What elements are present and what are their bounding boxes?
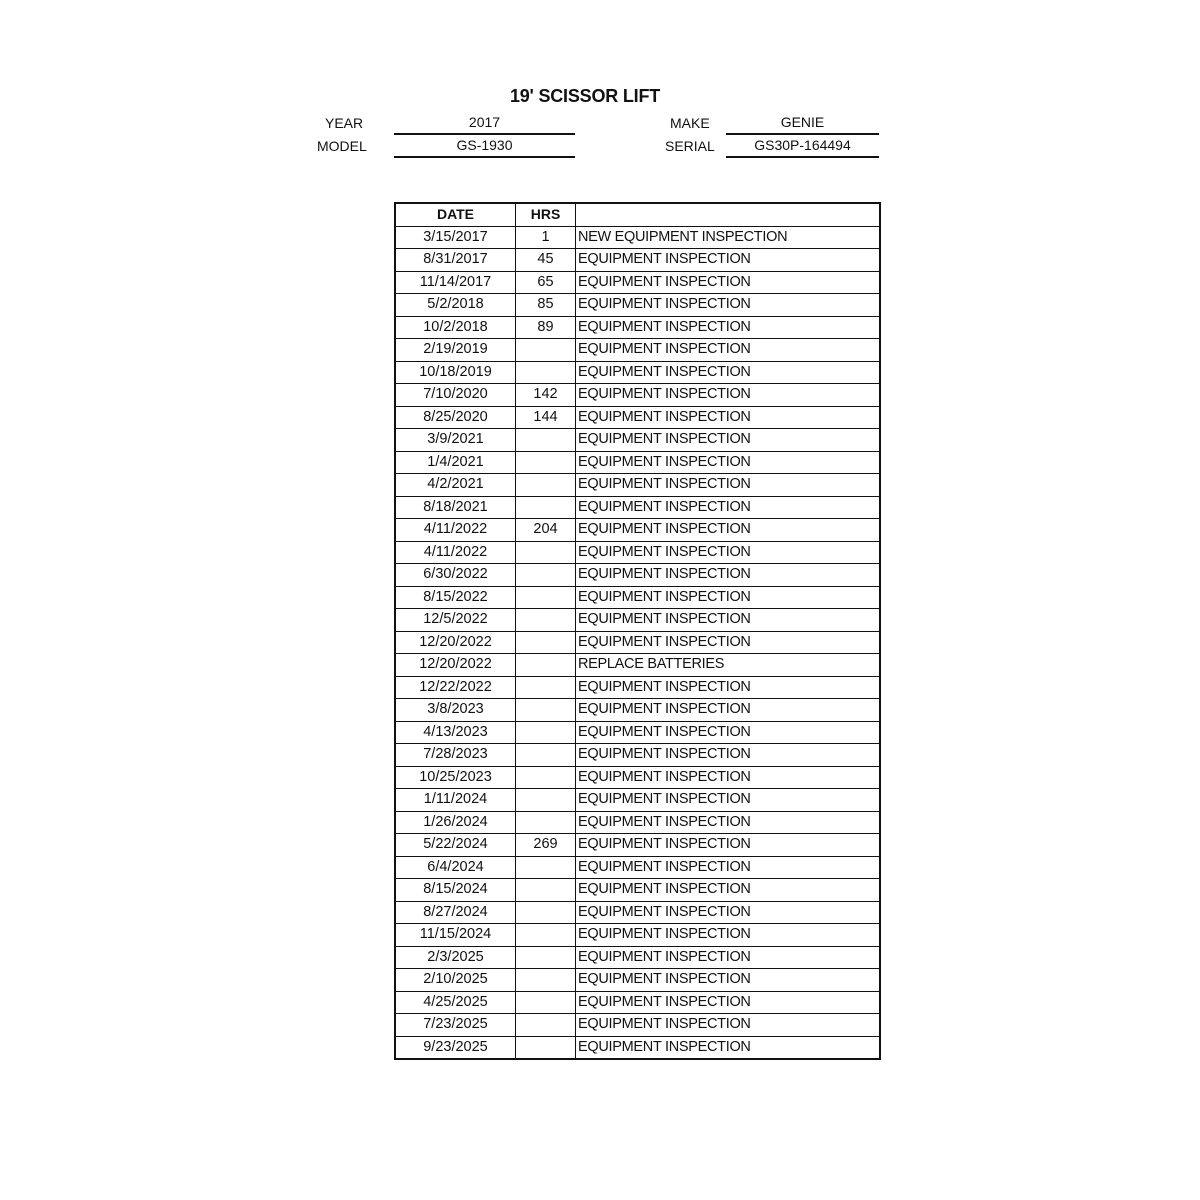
description-cell: EQUIPMENT INSPECTION	[576, 586, 881, 609]
date-cell: 6/4/2024	[395, 856, 516, 879]
date-cell: 4/11/2022	[395, 519, 516, 542]
hrs-cell	[516, 991, 576, 1014]
model-value: GS-1930	[394, 136, 575, 158]
description-cell: EQUIPMENT INSPECTION	[576, 721, 881, 744]
date-cell: 12/20/2022	[395, 631, 516, 654]
date-cell: 8/18/2021	[395, 496, 516, 519]
year-label: YEAR	[325, 115, 364, 131]
hrs-cell	[516, 631, 576, 654]
date-cell: 5/2/2018	[395, 294, 516, 317]
table-row	[395, 519, 880, 542]
hrs-cell	[516, 474, 576, 497]
table-row	[395, 406, 880, 429]
table-row	[395, 766, 880, 789]
date-cell: 8/25/2020	[395, 406, 516, 429]
table-row	[395, 879, 880, 902]
hrs-cell	[516, 1014, 576, 1037]
description-cell: EQUIPMENT INSPECTION	[576, 541, 881, 564]
hrs-cell: 144	[516, 406, 576, 429]
table-row	[395, 339, 880, 362]
hrs-cell: 269	[516, 834, 576, 857]
hrs-cell	[516, 969, 576, 992]
description-cell: EQUIPMENT INSPECTION	[576, 991, 881, 1014]
year-value: 2017	[394, 113, 575, 135]
date-cell: 1/11/2024	[395, 789, 516, 812]
date-cell: 4/13/2023	[395, 721, 516, 744]
header-hrs: HRS	[516, 203, 576, 226]
description-cell: EQUIPMENT INSPECTION	[576, 451, 881, 474]
date-cell: 10/25/2023	[395, 766, 516, 789]
date-cell: 5/22/2024	[395, 834, 516, 857]
table-row	[395, 834, 880, 857]
description-cell: EQUIPMENT INSPECTION	[576, 519, 881, 542]
hrs-cell: 89	[516, 316, 576, 339]
hrs-cell	[516, 654, 576, 677]
date-cell: 4/2/2021	[395, 474, 516, 497]
table-row	[395, 924, 880, 947]
hrs-cell: 1	[516, 226, 576, 249]
table-row	[395, 541, 880, 564]
description-cell: EQUIPMENT INSPECTION	[576, 856, 881, 879]
table-row	[395, 496, 880, 519]
table-row	[395, 901, 880, 924]
date-cell: 12/5/2022	[395, 609, 516, 632]
hrs-cell	[516, 924, 576, 947]
description-cell: EQUIPMENT INSPECTION	[576, 339, 881, 362]
date-cell: 11/15/2024	[395, 924, 516, 947]
date-cell: 11/14/2017	[395, 271, 516, 294]
description-cell: EQUIPMENT INSPECTION	[576, 474, 881, 497]
hrs-cell	[516, 496, 576, 519]
hrs-cell	[516, 541, 576, 564]
table-row	[395, 564, 880, 587]
page-title: 19' SCISSOR LIFT	[509, 86, 661, 106]
hrs-cell	[516, 609, 576, 632]
header-description	[576, 203, 881, 226]
date-cell: 1/4/2021	[395, 451, 516, 474]
hrs-cell	[516, 339, 576, 362]
description-cell: EQUIPMENT INSPECTION	[576, 834, 881, 857]
table-row	[395, 946, 880, 969]
hrs-cell: 65	[516, 271, 576, 294]
date-cell: 3/8/2023	[395, 699, 516, 722]
serial-value: GS30P-164494	[726, 136, 879, 158]
hrs-cell	[516, 429, 576, 452]
table-header-row	[395, 203, 880, 226]
hrs-cell	[516, 361, 576, 384]
hrs-cell	[516, 879, 576, 902]
description-cell: EQUIPMENT INSPECTION	[576, 316, 881, 339]
table-row	[395, 991, 880, 1014]
date-cell: 8/15/2022	[395, 586, 516, 609]
hrs-cell: 45	[516, 249, 576, 272]
table-body	[395, 226, 880, 1059]
description-cell: EQUIPMENT INSPECTION	[576, 879, 881, 902]
description-cell: EQUIPMENT INSPECTION	[576, 249, 881, 272]
date-cell: 7/10/2020	[395, 384, 516, 407]
description-cell: EQUIPMENT INSPECTION	[576, 789, 881, 812]
make-label: MAKE	[670, 115, 710, 131]
table-row	[395, 811, 880, 834]
table-row	[395, 856, 880, 879]
date-cell: 3/15/2017	[395, 226, 516, 249]
table-row	[395, 316, 880, 339]
table-row	[395, 361, 880, 384]
table-row	[395, 789, 880, 812]
table-row	[395, 721, 880, 744]
description-cell: EQUIPMENT INSPECTION	[576, 1014, 881, 1037]
table-row	[395, 249, 880, 272]
date-cell: 4/25/2025	[395, 991, 516, 1014]
hrs-cell: 204	[516, 519, 576, 542]
table-row	[395, 676, 880, 699]
maintenance-log-table	[394, 202, 881, 1060]
description-cell: EQUIPMENT INSPECTION	[576, 766, 881, 789]
table-row	[395, 654, 880, 677]
hrs-cell	[516, 766, 576, 789]
date-cell: 12/22/2022	[395, 676, 516, 699]
date-cell: 8/27/2024	[395, 901, 516, 924]
description-cell: EQUIPMENT INSPECTION	[576, 1036, 881, 1059]
hrs-cell	[516, 789, 576, 812]
make-value: GENIE	[726, 113, 879, 135]
description-cell: EQUIPMENT INSPECTION	[576, 811, 881, 834]
description-cell: REPLACE BATTERIES	[576, 654, 881, 677]
date-cell: 8/15/2024	[395, 879, 516, 902]
description-cell: EQUIPMENT INSPECTION	[576, 294, 881, 317]
date-cell: 1/26/2024	[395, 811, 516, 834]
date-cell: 10/18/2019	[395, 361, 516, 384]
hrs-cell	[516, 676, 576, 699]
description-cell: EQUIPMENT INSPECTION	[576, 631, 881, 654]
description-cell: EQUIPMENT INSPECTION	[576, 946, 881, 969]
description-cell: EQUIPMENT INSPECTION	[576, 564, 881, 587]
hrs-cell	[516, 811, 576, 834]
date-cell: 6/30/2022	[395, 564, 516, 587]
date-cell: 7/28/2023	[395, 744, 516, 767]
description-cell: EQUIPMENT INSPECTION	[576, 361, 881, 384]
description-cell: EQUIPMENT INSPECTION	[576, 384, 881, 407]
table-row	[395, 586, 880, 609]
table-row	[395, 474, 880, 497]
serial-label: SERIAL	[665, 138, 715, 154]
table-row	[395, 609, 880, 632]
description-cell: EQUIPMENT INSPECTION	[576, 271, 881, 294]
header-date: DATE	[395, 203, 516, 226]
date-cell: 4/11/2022	[395, 541, 516, 564]
date-cell: 7/23/2025	[395, 1014, 516, 1037]
description-cell: EQUIPMENT INSPECTION	[576, 676, 881, 699]
hrs-cell	[516, 586, 576, 609]
date-cell: 3/9/2021	[395, 429, 516, 452]
description-cell: EQUIPMENT INSPECTION	[576, 699, 881, 722]
table-row	[395, 451, 880, 474]
table-row	[395, 226, 880, 249]
description-cell: EQUIPMENT INSPECTION	[576, 429, 881, 452]
table-row	[395, 744, 880, 767]
hrs-cell	[516, 699, 576, 722]
hrs-cell	[516, 946, 576, 969]
description-cell: EQUIPMENT INSPECTION	[576, 496, 881, 519]
hrs-cell	[516, 1036, 576, 1059]
hrs-cell: 142	[516, 384, 576, 407]
description-cell: EQUIPMENT INSPECTION	[576, 969, 881, 992]
table-row	[395, 1036, 880, 1059]
hrs-cell	[516, 564, 576, 587]
table-row	[395, 631, 880, 654]
table-row	[395, 1014, 880, 1037]
table-row	[395, 271, 880, 294]
description-cell: EQUIPMENT INSPECTION	[576, 924, 881, 947]
date-cell: 2/10/2025	[395, 969, 516, 992]
description-cell: NEW EQUIPMENT INSPECTION	[576, 226, 881, 249]
description-cell: EQUIPMENT INSPECTION	[576, 609, 881, 632]
table-row	[395, 429, 880, 452]
date-cell: 2/3/2025	[395, 946, 516, 969]
table-row	[395, 699, 880, 722]
date-cell: 12/20/2022	[395, 654, 516, 677]
description-cell: EQUIPMENT INSPECTION	[576, 744, 881, 767]
date-cell: 8/31/2017	[395, 249, 516, 272]
hrs-cell: 85	[516, 294, 576, 317]
hrs-cell	[516, 451, 576, 474]
description-cell: EQUIPMENT INSPECTION	[576, 406, 881, 429]
date-cell: 9/23/2025	[395, 1036, 516, 1059]
hrs-cell	[516, 901, 576, 924]
date-cell: 2/19/2019	[395, 339, 516, 362]
model-label: MODEL	[317, 138, 367, 154]
date-cell: 10/2/2018	[395, 316, 516, 339]
table-row	[395, 969, 880, 992]
description-cell: EQUIPMENT INSPECTION	[576, 901, 881, 924]
hrs-cell	[516, 744, 576, 767]
hrs-cell	[516, 721, 576, 744]
hrs-cell	[516, 856, 576, 879]
table-row	[395, 384, 880, 407]
table-row	[395, 294, 880, 317]
